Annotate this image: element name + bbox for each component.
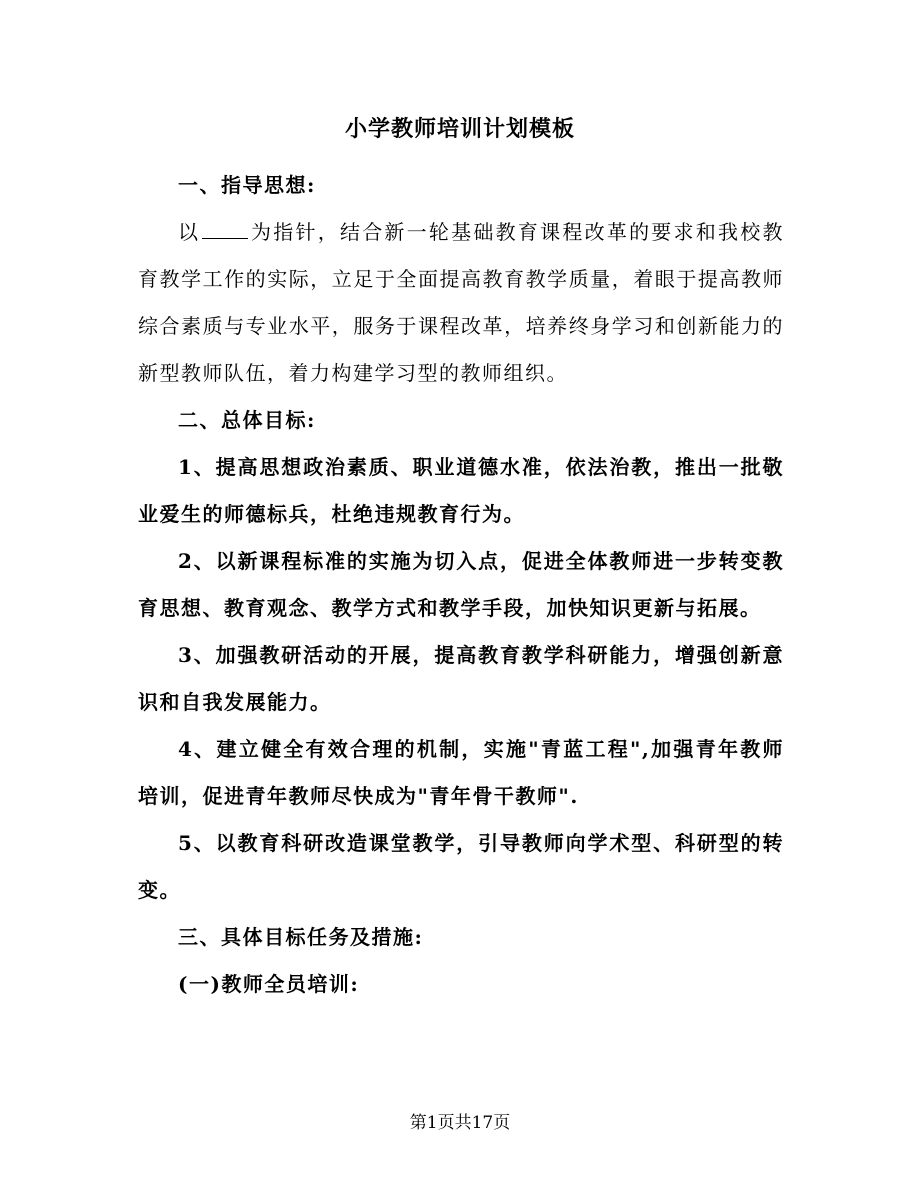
- goal-item-3: 3、加强教研活动的开展，提高教育教学科研能力，增强创新意识和自我发展能力。: [138, 643, 784, 714]
- page-number-footer: 第1页共17页: [409, 1113, 511, 1133]
- section-heading-overall-goals: 二、总体目标:: [178, 408, 316, 432]
- goal-item-4: 4、建立健全有效合理的机制，实施"青蓝工程",加强青年教师培训，促进青年教师尽快成为"青年骨干教师".: [138, 737, 784, 808]
- section-heading-guiding-ideology: 一、指导思想:: [178, 173, 316, 197]
- goal-item-5: 5、以教育科研改造课堂教学，引导教师向学术型、科研型的转变。: [138, 831, 784, 902]
- goal-item-2: 2、以新课程标准的实施为切入点，促进全体教师进一步转变教育思想、教育观念、教学方式和教学手段，加快知识更新与拓展。: [138, 549, 784, 620]
- subsection-heading-teacher-training: (一)教师全员培训:: [178, 972, 360, 996]
- section-heading-specific-tasks: 三、具体目标任务及措施:: [178, 925, 424, 949]
- goal-item-1: 1、提高思想政治素质、职业道德水准，依法治教，推出一批敬业爱生的师德标兵，杜绝违规教育行为。: [138, 455, 784, 526]
- fill-in-blank: [202, 218, 248, 239]
- paragraph-prefix: 以: [178, 220, 201, 244]
- document-body: [138, 162, 784, 1008]
- paragraph-text: 为指针，结合新一轮基础教育课程改革的要求和我校教育教学工作的实际，立足于全面提高教育教学质量，着眼于提高教师综合素质与专业水平，服务于课程改革，培养终身学习和创新能力的新型教师队伍，着力构建学习型的教师组织。: [138, 220, 785, 385]
- document-title: 小学教师培训计划模板: [344, 116, 575, 142]
- guiding-ideology-paragraph: [138, 209, 784, 397]
